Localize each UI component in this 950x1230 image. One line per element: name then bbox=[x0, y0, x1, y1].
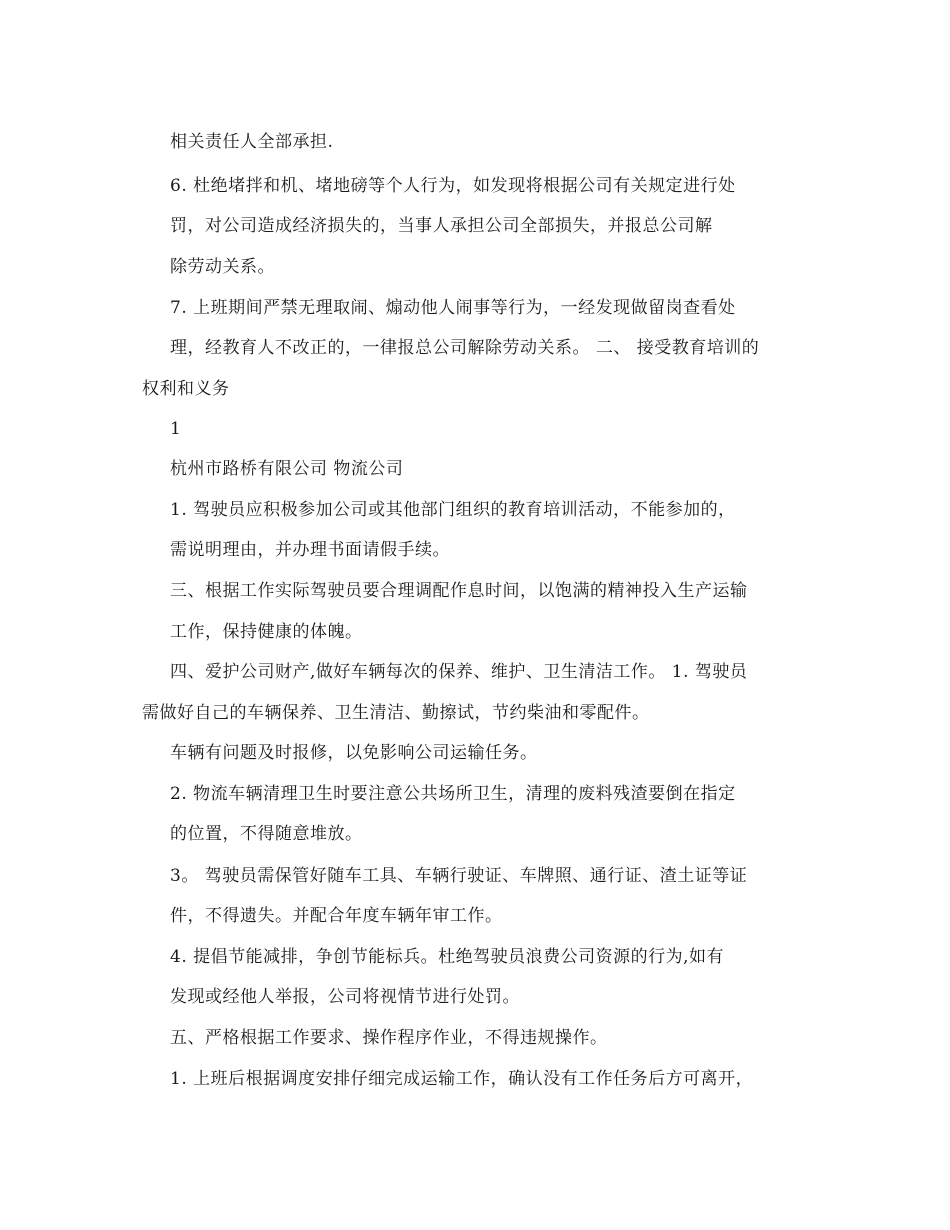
text-line: 需说明理由，并办理书面请假手续。 bbox=[170, 540, 450, 560]
text-line: 3。 驾驶员需保管好随车工具、车辆行驶证、车牌照、通行证、渣土证等证 bbox=[170, 866, 748, 886]
text-line: 发现或经他人举报，公司将视情节进行处罚。 bbox=[170, 987, 520, 1007]
text-line: 1. 驾驶员应积极参加公司或其他部门组织的教育培训活动，不能参加的， bbox=[170, 500, 736, 520]
text-line: 除劳动关系。 bbox=[170, 257, 275, 277]
text-line: 工作，保持健康的体魄。 bbox=[170, 622, 363, 642]
text-line: 五、严格根据工作要求、操作程序作业，不得违规操作。 bbox=[170, 1028, 608, 1048]
page-number: 1 bbox=[170, 419, 182, 439]
text-line: 件，不得遗失。并配合年度车辆年审工作。 bbox=[170, 906, 503, 926]
text-line: 车辆有问题及时报修，以免影响公司运输任务。 bbox=[170, 743, 538, 763]
text-line: 三、根据工作实际驾驶员要合理调配作息时间，以饱满的精神投入生产运输 bbox=[170, 581, 748, 601]
text-line: 权利和义务 bbox=[142, 379, 230, 399]
text-line: 的位置，不得随意堆放。 bbox=[170, 824, 363, 844]
text-line: 需做好自己的车辆保养、卫生清洁、勤擦试，节约柴油和零配件。 bbox=[142, 703, 650, 723]
text-line: 4. 提倡节能减排，争创节能标兵。杜绝驾驶员浪费公司资源的行为,如有 bbox=[170, 947, 725, 967]
company-name: 杭州市路桥有限公司 物流公司 bbox=[170, 459, 404, 479]
text-line: 理，经教育人不改正的，一律报总公司解除劳动关系。 二、 接受教育培训的 bbox=[170, 338, 760, 358]
text-line: 7. 上班期间严禁无理取闹、煽动他人闹事等行为，一经发现做留岗查看处 bbox=[170, 298, 736, 318]
text-line: 四、爱护公司财产,做好车辆每次的保养、维护、卫生清洁工作。 1. 驾驶员 bbox=[170, 662, 748, 682]
text-line: 6. 杜绝堵拌和机、堵地磅等个人行为，如发现将根据公司有关规定进行处 bbox=[170, 176, 736, 196]
text-line: 2. 物流车辆清理卫生时要注意公共场所卫生，清理的废料残渣要倒在指定 bbox=[170, 784, 736, 804]
text-line: 罚，对公司造成经济损失的，当事人承担公司全部损失，并报总公司解 bbox=[170, 216, 713, 236]
text-line: 1. 上班后根据调度安排仔细完成运输工作，确认没有工作任务后方可离开， bbox=[170, 1069, 754, 1089]
text-line: 相关责任人全部承担. bbox=[170, 132, 334, 152]
